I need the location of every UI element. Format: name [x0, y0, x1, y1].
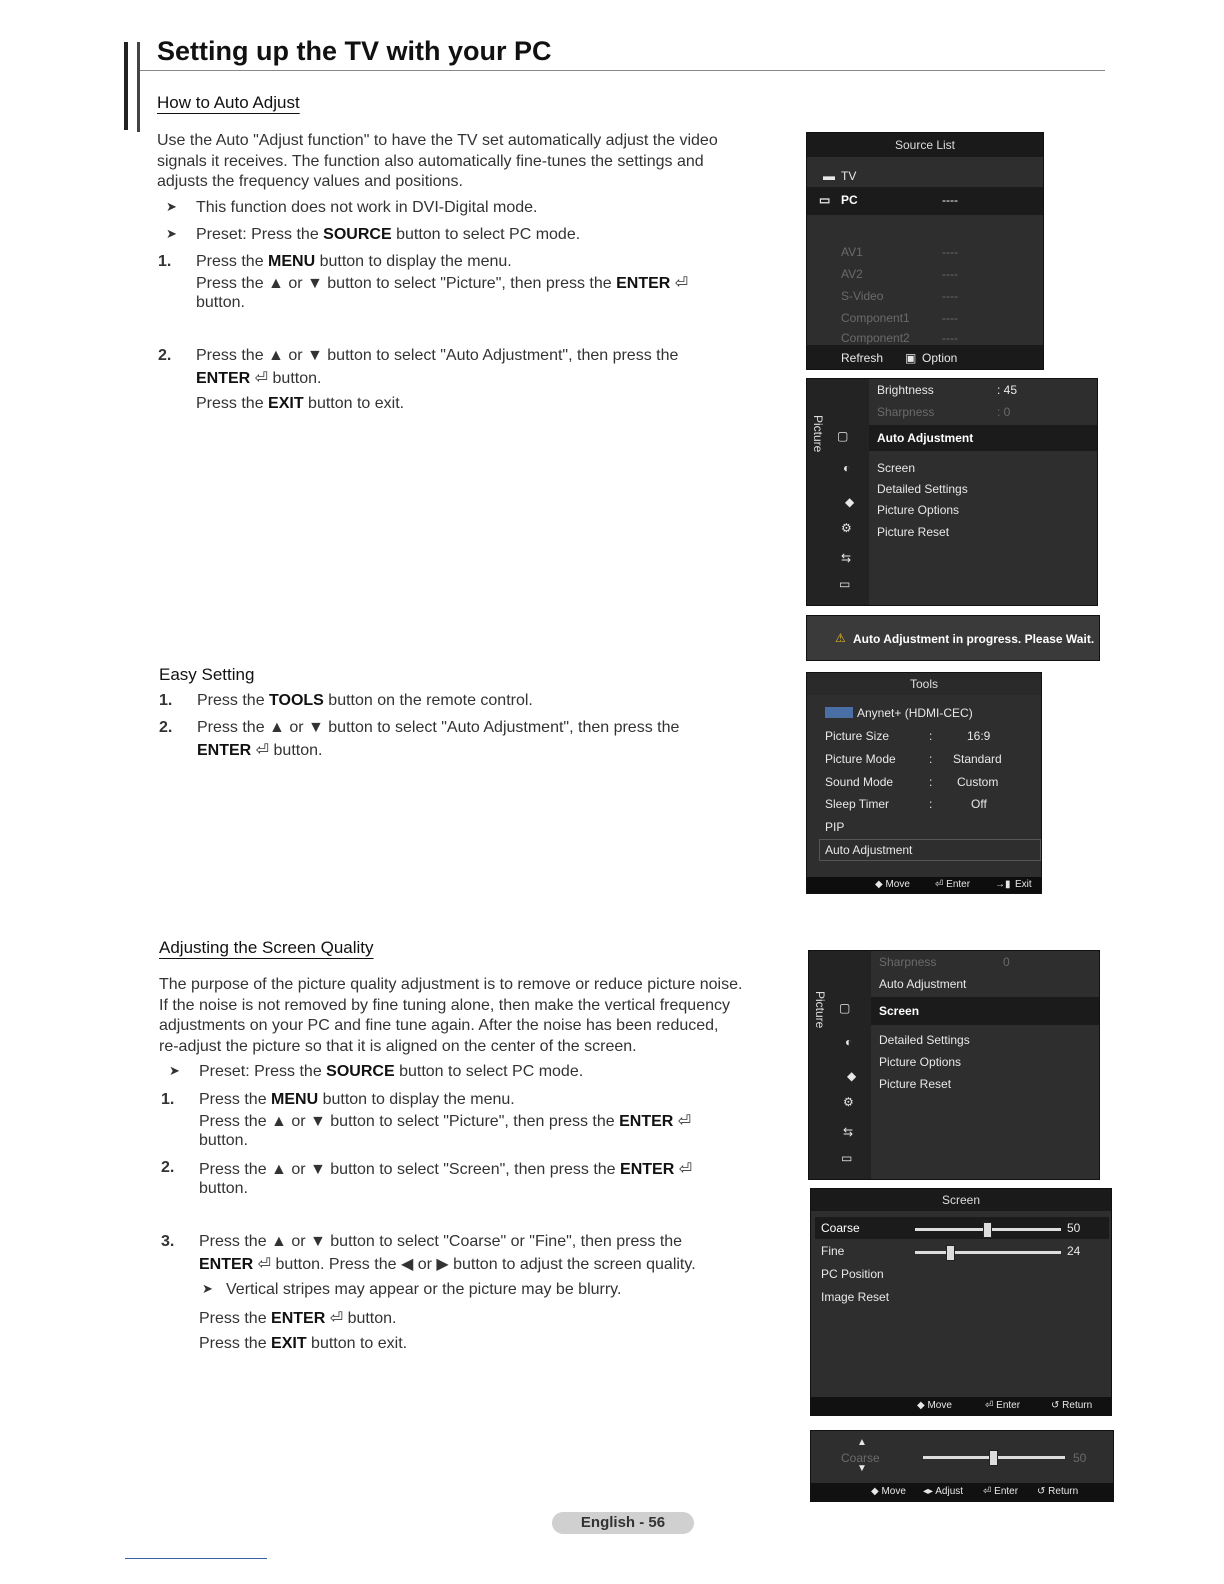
menu-item-auto-adjustment[interactable]: Auto Adjustment	[879, 977, 967, 991]
section-heading-screen-quality: Adjusting the Screen Quality	[159, 938, 374, 957]
sq-exit	[199, 1335, 407, 1353]
note-dvi	[166, 199, 538, 217]
source-item-svideo[interactable]: S-Video	[841, 289, 884, 303]
step-text: ⏎	[673, 1113, 692, 1130]
step-1-line2	[196, 273, 688, 293]
sharpness-label[interactable]: Sharpness	[877, 405, 935, 419]
step-text: button to exit.	[303, 395, 405, 412]
note-text: Preset: Press the	[199, 1063, 327, 1080]
coarse-bar-value: 50	[1073, 1451, 1087, 1465]
step-text: Press the ▲ or ▼ button to select "Auto Adjustment", then press the	[197, 719, 680, 736]
step-text: ⏎	[670, 275, 689, 292]
option-button[interactable]: Option	[922, 351, 958, 365]
progress-message-box	[806, 615, 1100, 661]
step-bold: ENTER	[197, 742, 252, 759]
step-1-line3: button.	[196, 294, 245, 311]
footer-move: ◆ Move	[871, 1486, 906, 1497]
tools-auto-adjustment[interactable]: Auto Adjustment	[825, 843, 913, 857]
source-value: ----	[942, 311, 958, 325]
anynet-logo-icon	[825, 707, 853, 718]
sq-step-3	[161, 1233, 683, 1251]
note-arrow-icon: ➤	[202, 1281, 213, 1296]
note-text: button to select PC mode.	[391, 226, 581, 243]
support-menu-icon: ▭	[841, 1151, 853, 1165]
source-item-av1[interactable]: AV1	[841, 245, 863, 259]
colon: :	[929, 775, 933, 789]
intro-line: adjustments on your PC and fine tune again. After the noise has been reduced,	[159, 1017, 719, 1034]
intro-line: If the noise is not removed by fine tuning alone, then make the vertical frequency	[159, 996, 730, 1014]
option-icon: ▣	[905, 351, 917, 365]
menu-item-screen[interactable]: Screen	[877, 461, 916, 475]
step-number: 2.	[158, 347, 172, 364]
fine-slider-track[interactable]	[915, 1251, 1061, 1254]
step-number: 1.	[159, 692, 173, 709]
screen-menu-footer	[811, 1397, 1111, 1415]
tools-picture-size[interactable]: Picture Size	[825, 729, 890, 743]
screen-quality-intro	[159, 975, 742, 1057]
intro-line: adjusts the frequency values and positions.	[157, 173, 463, 190]
step-2-line3	[196, 395, 404, 413]
source-value: ----	[942, 331, 958, 345]
screen-menu	[810, 1188, 1112, 1416]
footer-enter: ⏎ Enter	[985, 1400, 1021, 1411]
footer-exit: Exit	[1015, 879, 1032, 890]
tools-menu	[806, 672, 1042, 894]
section-heading-easy-setting: Easy Setting	[159, 665, 255, 684]
step-text: button to display the menu.	[315, 253, 512, 270]
progress-message: Auto Adjustment in progress. Please Wait.	[853, 632, 1095, 646]
step-text: ⏎ button.	[250, 370, 322, 387]
step-text: Press the ▲ or ▼ button to select "Picture", then press the	[196, 275, 617, 292]
note-bold: SOURCE	[326, 1063, 395, 1080]
tools-title: Tools	[807, 673, 1041, 695]
image-reset-label[interactable]: Image Reset	[821, 1290, 890, 1304]
brightness-label[interactable]: Brightness	[877, 383, 934, 397]
menu-item-detailed-settings[interactable]: Detailed Settings	[877, 482, 968, 496]
note-preset-2	[169, 1063, 584, 1081]
step-text: button on the remote control.	[323, 692, 533, 709]
footer-move: ◆ Move	[875, 879, 910, 890]
sharpness-label[interactable]: Sharpness	[879, 955, 937, 969]
title-rule	[140, 70, 1105, 71]
source-item-tv[interactable]: TV	[841, 169, 857, 183]
input-menu-icon: ⇆	[841, 551, 852, 565]
title-margin-bar	[124, 42, 128, 130]
sq-step-1-line3: button.	[199, 1132, 248, 1149]
coarse-bar-knob[interactable]	[989, 1450, 998, 1466]
footer-enter: ⏎ Enter	[983, 1486, 1019, 1497]
tools-sound-mode[interactable]: Sound Mode	[825, 775, 894, 789]
step-text: Press the ▲ or ▼ button to select "Auto Adjustment", then press the	[196, 347, 679, 364]
source-item-component1[interactable]: Component1	[841, 311, 910, 325]
coarse-label[interactable]: Coarse	[821, 1221, 860, 1235]
channel-menu-icon: ◆	[845, 495, 855, 509]
menu-item-picture-reset[interactable]: Picture Reset	[879, 1077, 952, 1091]
input-menu-icon: ⇆	[843, 1125, 854, 1139]
step-bold: ENTER	[619, 1113, 674, 1130]
picture-menu-screen	[808, 950, 1100, 1180]
refresh-button[interactable]: Refresh	[841, 351, 884, 365]
menu-item-picture-options[interactable]: Picture Options	[879, 1055, 962, 1069]
section-heading-auto-adjust: How to Auto Adjust	[157, 93, 300, 112]
pc-icon: ▭	[819, 193, 831, 207]
source-list-title: Source List	[807, 133, 1043, 157]
step-text: Press the ▲ or ▼ button to select "Screen", then press the	[199, 1161, 621, 1178]
note-text: button to select PC mode.	[394, 1063, 584, 1080]
source-item-av2[interactable]: AV2	[841, 267, 863, 281]
menu-item-picture-reset[interactable]: Picture Reset	[877, 525, 950, 539]
tv-icon: ▬	[823, 169, 835, 183]
step-text: Press the	[199, 1310, 272, 1327]
source-item-pc[interactable]: PC	[841, 193, 858, 207]
coarse-adjust-bar	[810, 1430, 1114, 1502]
coarse-bar-footer	[811, 1483, 1113, 1501]
step-1	[158, 253, 512, 271]
support-menu-icon: ▭	[839, 577, 851, 591]
step-text: Press the	[199, 1335, 272, 1352]
easy-step-1	[159, 692, 533, 710]
menu-item-picture-options[interactable]: Picture Options	[877, 503, 960, 517]
note-text: Preset: Press the	[196, 226, 324, 243]
menu-item-auto-adjustment[interactable]: Auto Adjustment	[877, 431, 974, 445]
step-bold: ENTER	[620, 1161, 675, 1178]
step-text: button to exit.	[306, 1335, 408, 1352]
setup-menu-icon: ⚙	[841, 521, 852, 535]
setup-menu-icon: ⚙	[843, 1095, 854, 1109]
step-text: ⏎ button.	[251, 742, 323, 759]
source-value: ----	[942, 267, 958, 281]
tools-pip[interactable]: PIP	[825, 820, 845, 834]
step-number: 2.	[159, 719, 173, 736]
step-bold: ENTER	[199, 1256, 254, 1273]
step-text: ⏎ button. Press the ◀ or ▶ button to adjust the screen quality.	[253, 1256, 696, 1273]
picture-side-label: Picture	[813, 991, 827, 1029]
sq-step-1-line2	[199, 1111, 691, 1131]
source-list-menu	[806, 132, 1044, 370]
channel-menu-icon: ◆	[847, 1069, 857, 1083]
sharpness-value: : 0	[997, 405, 1011, 419]
coarse-slider-knob[interactable]	[983, 1222, 992, 1238]
step-bold: MENU	[271, 1091, 319, 1108]
step-bold: EXIT	[271, 1335, 307, 1352]
step-bold: MENU	[268, 253, 316, 270]
sharpness-value: 0	[1003, 955, 1010, 969]
picture-menu-auto	[806, 378, 1098, 606]
step-text: Press the	[197, 692, 270, 709]
screen-menu-title: Screen	[811, 1189, 1111, 1211]
footer-return: ↺ Return	[1051, 1400, 1093, 1411]
footer-adjust: ◂▸ Adjust	[923, 1486, 964, 1497]
footer-enter: ⏎ Enter	[935, 879, 971, 890]
step-text: ⏎	[674, 1161, 693, 1178]
note-vertical-stripes	[202, 1281, 622, 1299]
fine-slider-knob[interactable]	[946, 1245, 955, 1261]
note-text: This function does not work in DVI-Digital mode.	[196, 199, 538, 216]
source-value: ----	[942, 289, 958, 303]
step-number: 1.	[161, 1091, 175, 1108]
source-item-component2[interactable]: Component2	[841, 331, 910, 345]
note-arrow-icon: ➤	[166, 199, 177, 214]
picture-side-label: Picture	[811, 415, 825, 453]
sq-step-1	[161, 1091, 515, 1109]
tools-anynet[interactable]: Anynet+ (HDMI-CEC)	[857, 706, 973, 720]
step-number: 3.	[161, 1233, 175, 1250]
intro-line: The purpose of the picture quality adjustment is to remove or reduce picture noise.	[159, 976, 743, 993]
menu-item-screen[interactable]: Screen	[879, 1004, 920, 1018]
sound-menu-icon: ◐	[843, 461, 851, 475]
step-text: Press the	[196, 395, 269, 412]
colon: :	[929, 797, 933, 811]
easy-step-2	[159, 719, 680, 737]
auto-adjust-intro	[157, 131, 718, 193]
menu-item-detailed-settings[interactable]: Detailed Settings	[879, 1033, 970, 1047]
down-arrow-icon: ▼	[857, 1463, 867, 1474]
step-text: button to display the menu.	[318, 1091, 515, 1108]
title-margin-bar-2	[137, 42, 140, 132]
step-bold: TOOLS	[269, 692, 324, 709]
sq-step-3-line2	[199, 1254, 696, 1274]
picture-sidebar	[807, 379, 869, 605]
exit-icon: →▮	[995, 879, 1011, 890]
step-bold: EXIT	[268, 395, 304, 412]
footnote-rule	[125, 1558, 267, 1559]
note-preset	[166, 226, 581, 244]
step-text: Press the	[196, 253, 269, 270]
up-arrow-icon: ▲	[857, 1437, 867, 1448]
intro-line: re-adjust the picture so that it is aligned on the center of the screen.	[159, 1037, 637, 1055]
step-text: Press the ▲ or ▼ button to select "Picture", then press the	[199, 1113, 620, 1130]
note-arrow-icon: ➤	[166, 226, 177, 241]
sq-step-2-line2: button.	[199, 1180, 248, 1197]
tools-picture-mode-value: Standard	[953, 752, 1002, 766]
fine-value: 24	[1067, 1244, 1081, 1258]
pc-position-label[interactable]: PC Position	[821, 1267, 884, 1281]
page-title: Setting up the TV with your PC	[157, 36, 552, 66]
coarse-value: 50	[1067, 1221, 1081, 1235]
colon: :	[929, 752, 933, 766]
fine-label[interactable]: Fine	[821, 1244, 845, 1258]
brightness-value: : 45	[997, 383, 1018, 397]
step-bold: ENTER	[616, 275, 671, 292]
step-2	[158, 347, 679, 365]
tools-sleep-timer[interactable]: Sleep Timer	[825, 797, 890, 811]
source-value: ----	[942, 245, 958, 259]
sq-enter	[199, 1308, 397, 1328]
picture-sidebar	[809, 951, 871, 1179]
note-bold: SOURCE	[323, 226, 392, 243]
step-bold: ENTER	[196, 370, 251, 387]
footer-move: ◆ Move	[917, 1400, 952, 1411]
tools-sound-mode-value: Custom	[957, 775, 999, 789]
note-text: Vertical stripes may appear or the picture may be blurry.	[226, 1281, 622, 1298]
step-bold: ENTER	[271, 1310, 326, 1327]
picture-menu-icon: ▢	[839, 1001, 851, 1015]
tools-picture-mode[interactable]: Picture Mode	[825, 752, 896, 766]
tools-sleep-timer-value: Off	[971, 797, 987, 811]
tools-footer	[807, 877, 1041, 893]
source-value-pc: ----	[942, 193, 958, 207]
sound-menu-icon: ◐	[845, 1035, 853, 1049]
step-text: ⏎ button.	[325, 1310, 397, 1327]
picture-menu-icon: ▢	[837, 429, 849, 443]
colon: :	[929, 729, 933, 743]
intro-line: signals it receives. The function also automatically fine-tunes the settings and	[157, 152, 704, 170]
page-number: English - 56	[552, 1512, 694, 1534]
step-text: Press the ▲ or ▼ button to select "Coarse" or "Fine", then press the	[199, 1233, 683, 1250]
tools-picture-size-value: 16:9	[967, 729, 991, 743]
step-number: 1.	[158, 253, 172, 270]
footer-return: ↺ Return	[1037, 1486, 1079, 1497]
coarse-bar-label: Coarse	[841, 1451, 880, 1465]
step-number: 2.	[161, 1159, 175, 1176]
warning-icon: ⚠	[835, 631, 846, 645]
easy-step-2-line2	[197, 740, 322, 760]
note-arrow-icon: ➤	[169, 1063, 180, 1078]
sq-step-2	[161, 1159, 693, 1179]
step-2-line2	[196, 368, 321, 388]
intro-line: Use the Auto "Adjust function" to have the TV set automatically adjust the video	[157, 132, 718, 149]
step-text: Press the	[199, 1091, 272, 1108]
